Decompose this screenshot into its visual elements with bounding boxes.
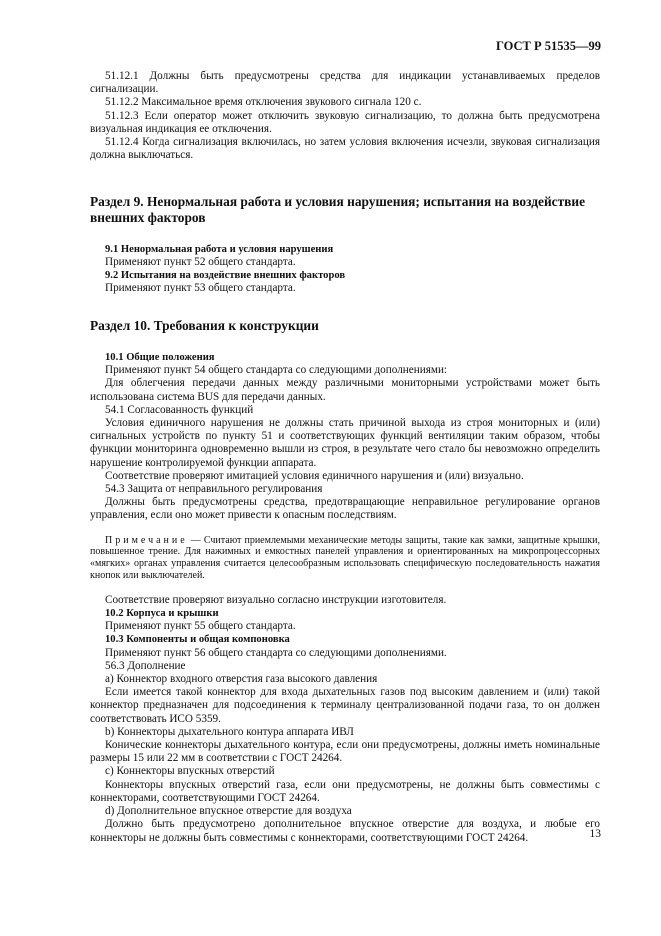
- paragraph: Коннекторы впускных отверстий газа, если они предусмотрены, не должны быть совместимы с коннекторами, соответствующими ГОСТ 24264.: [90, 778, 600, 804]
- paragraph: Для облегчения передачи данных между различными мониторными устройствами может быть использована система BUS для передачи данных.: [90, 377, 600, 403]
- paragraph: Применяют пункт 54 общего стандарта со следующими дополнениями:: [105, 364, 448, 377]
- paragraph: Применяют пункт 55 общего стандарта.: [105, 620, 296, 633]
- item-d-title: d) Дополнительное впускное отверстие для воздуха: [105, 805, 352, 818]
- item-a-title: a) Коннектор входного отверстия газа высокого давления: [105, 673, 378, 686]
- note-text: — Считают приемлемыми механические методы защиты, такие как замки, защитные крышки, повышенное трение. Для нажимных и емкостных панелей управления и ориентированных на микропроцессорных «мягких» органах управления считается целесообразным использовать специфическую последовательность нажатия кнопок или выключателей.: [90, 534, 600, 582]
- note-label: Примечание: [105, 534, 188, 546]
- item-b-title: b) Коннекторы дыхательного контура аппарата ИВЛ: [105, 725, 354, 738]
- clause-51-12-3: 51.12.3 Если оператор может отключить звуковую сигнализацию, то должна быть предусмотрена визуальная индикация ее отключения.: [90, 109, 600, 135]
- paragraph: Если имеется такой коннектор для входа дыхательных газов под высоким давлением и (или) такой коннектор предназначен для подсоединения к терминалу централизованной подачи газа, то он должен соответствовать ИСО 5359.: [90, 686, 600, 725]
- section-9-title: Раздел 9. Ненормальная работа и условия нарушения; испытания на воздействие внешних факторов: [90, 194, 586, 226]
- paragraph: Соответствие проверяют визуально согласно инструкции изготовителя.: [105, 593, 447, 606]
- clause-56-3: 56.3 Дополнение: [105, 659, 186, 672]
- paragraph: Должно быть предусмотрено дополнительное впускное отверстие для воздуха, и любые его коннекторы не должны быть совместимы с коннекторами, соответствующими ГОСТ 24264.: [90, 818, 600, 844]
- clause-51-12-4: 51.12.4 Когда сигнализация включилась, но затем условия включения исчезли, звуковая сигнализация должна выключаться.: [90, 136, 600, 162]
- section-10-title: Раздел 10. Требования к конструкции: [90, 318, 319, 334]
- paragraph: Соответствие проверяют имитацией условия единичного нарушения и (или) визуально.: [105, 469, 524, 482]
- clause-51-12-1: 51.12.1 Должны быть предусмотрены средства для индикации устанавливаемых пределов сигнализации.: [90, 70, 600, 96]
- subsection-10-3-title: 10.3 Компоненты и общая компоновка: [105, 634, 290, 646]
- paragraph: Конические коннекторы дыхательного контура, если они предусмотрены, должны иметь номинальные размеры 15 или 22 мм в соответствии с ГОСТ 24264.: [90, 739, 600, 765]
- note: [90, 535, 600, 582]
- paragraph: Условия единичного нарушения не должны стать причиной выхода из строя мониторных и (или) сигнальных устройств по пункту 51 и соответствующих функций вентиляции таким образом, чтобы функции мониторинга одновременно вышли из строя, в результате чего стало бы невозможно определить нарушение контролируемой функции аппарата.: [90, 417, 600, 469]
- subsection-9-2-text: Применяют пункт 53 общего стандарта.: [105, 282, 296, 295]
- subsection-9-1-text: Применяют пункт 52 общего стандарта.: [105, 255, 296, 268]
- item-c-title: c) Коннекторы впускных отверстий: [105, 765, 275, 778]
- page-number: 13: [589, 828, 601, 840]
- paragraph: Применяют пункт 56 общего стандарта со следующими дополнениями.: [105, 646, 447, 659]
- clause-54-1: 54.1 Согласованность функций: [105, 403, 254, 416]
- subsection-9-1-title: 9.1 Ненормальная работа и условия нарушения: [105, 243, 334, 255]
- subsection-10-2-title: 10.2 Корпуса и крышки: [105, 608, 219, 620]
- clause-54-3: 54.3 Защита от неправильного регулирования: [105, 483, 323, 496]
- paragraph: Должны быть предусмотрены средства, предотвращающие неправильное регулирование органов управления, если оно может привести к опасным последствиям.: [90, 496, 600, 522]
- page-content: [90, 70, 600, 845]
- page-header-standard: ГОСТ Р 51535—99: [495, 39, 601, 53]
- subsection-10-1-title: 10.1 Общие положения: [105, 352, 215, 364]
- clause-51-12-2: 51.12.2 Максимальное время отключения звукового сигнала 120 с.: [105, 96, 422, 109]
- subsection-9-2-title: 9.2 Испытания на воздействие внешних факторов: [105, 270, 346, 282]
